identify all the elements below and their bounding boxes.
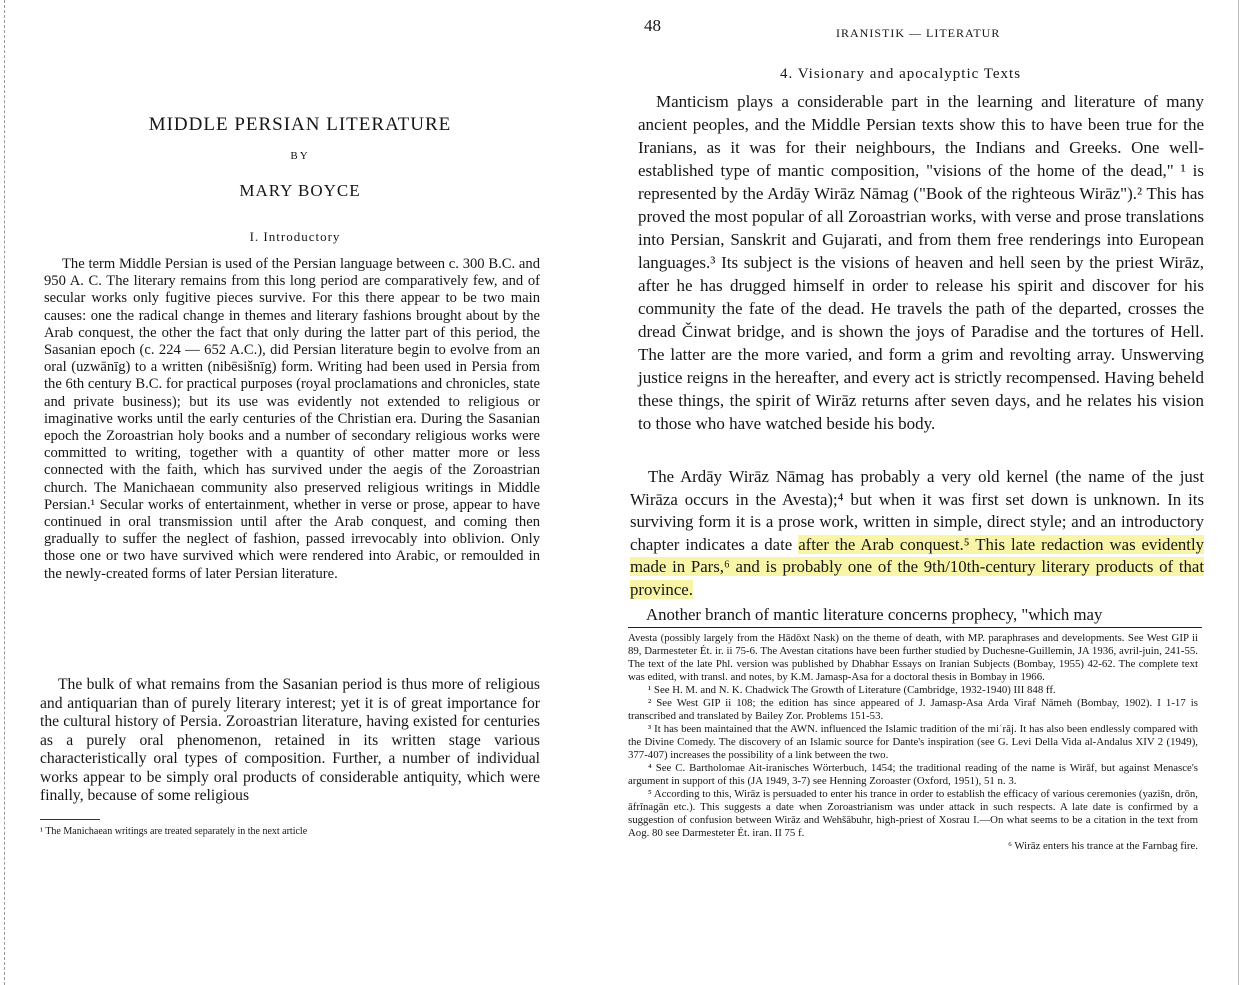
footnote-continuation: Avesta (possibly largely from the Hādōxt Nask) on the theme of death, with MP. paraphrases and developments. See West GIP ii 89, Darmesteter Ét. ir. ii 75-6. The Avestan citations have been further studied by Duchesne-Guillemin, JA 1936, avril-juin, 241-55. The text of the late Phl. version was published by Dhabhar Essays on Iranian Subjects (Bombay, 1955) 42-62. The complete text was edited, with transl. and notes, by K.M. Jamasp-Asa for a doctoral thesis in Bombay in 1966.	[628, 632, 1198, 683]
footnote-rule-left	[40, 819, 100, 820]
author-name: MARY BOYCE	[239, 181, 361, 200]
page-number: 48	[644, 16, 661, 35]
paragraph-2-text: The Ardāy Wirāz Nāmag has probably a very old kernel (the name of the just Wirāza occurs in the Avesta);⁴ but when it was first set down is unknown. In its surviving form it is a prose work, written in simple, direct style; and an introductory chapter indicates a date	[630, 467, 1204, 554]
footnote-3: ³ It has been maintained that the AWN. influenced the Islamic tradition of the miʿrāj. It has also been endlessly compared with the Divine Comedy. The discovery of an Islamic source for Dante's inspiration (see G. Levi Della Vida al-Andalus XIV 2 (1949), 377-407) increases the possibility of a link between the two.	[628, 723, 1198, 761]
article-title: MIDDLE PERSIAN LITERATURE	[148, 114, 452, 135]
footnote-left: ¹ The Manichaean writings are treated separately in the next article	[40, 826, 308, 837]
body-paragraph-2	[630, 466, 1204, 602]
running-head: IRANISTIK — LITERATUR	[836, 26, 1001, 40]
footnote-5: ⁵ According to this, Wirāz is persuaded to enter his trance in order to establish the efficacy of various ceremonies (yazišn, drōn, āfrīnagān etc.). This suggests a date when Zoroastrianism was under attack in such respects. A late date is confirmed by a suggestion of confusion between Wirāz and Wehšābuhr, high-priest of Xosrau I.—On what seems to be a citation in the text from Aog. 80 see Darmesteter Ét. iran. II 75 f.	[628, 788, 1198, 839]
highlighted-passage: after the Arab conquest.⁵ This late redaction was evidently made in Pars,⁶ and is probably one of the 9th/10th-century literary products of that province.	[630, 534, 1204, 599]
footnote-rule-right	[628, 627, 1202, 628]
footnote-6: ⁶ Wirāz enters his trance at the Farnbag fire.	[1008, 840, 1198, 852]
intro-paragraph-1: The term Middle Persian is used of the Persian language between c. 300 B.C. and 950 A. C. The literary remains from this long period are comparatively few, and of secular works only fugitive pieces survive. For this there appear to be two main causes: one the radical change in themes and literary fashions brought about by the Arab conquest, the other the fact that only during the latter part of this period, the Sasanian epoch (c. 224 — 652 A.C.), did Persian literature begin to evolve from an oral (uzwānīg) to a written (nibēsišnīg) form. Writing had been used in Persia from the 6th century B.C. for practical purposes (royal proclamations and chronicles, state and private business); but its use was evidently not extended to religious or imaginative works until the early centuries of the Christian era. During the Sasanian epoch the Zoroastrian holy books and a number of secondary religious works were committed to writing, together with a quantity of other matter more or less connected with the faith, which has survived under the aegis of the Zoroastrian church. The Manichaean community also preserved religious writings in Middle Persian.¹ Secular works of entertainment, whether in verse or prose, appear to have continued in oral transmission until after the Arab conquest, and coming then gradually to suffer the neglect of fashion, passed irrevocably into oblivion. Only those one or two have survived which were rendered into Arabic, or remoulded in the newly-created forms of later Persian literature.	[44, 256, 540, 582]
body-paragraph-1: Manticism plays a considerable part in the learning and literature of many ancient peoples, and the Middle Persian texts show this to have been true for the Iranians, as it was for their neighbours, the Indians and Greeks. One well-established type of mantic composition, "visions of the home of the dead," ¹ is represented by the Ardāy Wirāz Nāmag ("Book of the righteous Wirāz").² This has proved the most popular of all Zoroastrian works, with verse and prose translations into Persian, Sanskrit and Gujarati, and from them free renderings into European languages.³ Its subject is the visions of heaven and hell seen by the priest Wirāz, after he has drugged himself in order to release his spirit and discover for his community the fate of the dead. He travels the path of the departed, crosses the dread Činwat bridge, and is shown the joys of Paradise and the tortures of Hell. The latter are the more varied, and form a grim and revolting array. Unswerving justice reigns in the hereafter, and every act is strictly recompensed. Having beheld these things, the spirit of Wirāz returns after seven days, and he relates his vision to those who have watched beside his body.	[638, 92, 1204, 433]
body-paragraph-3: Another branch of mantic literature concerns prophecy, "which may	[646, 605, 1103, 624]
section-heading-visionary: 4. Visionary and apocalyptic Texts	[780, 66, 1022, 82]
footnote-1: ¹ See H. M. and N. K. Chadwick The Growth of Literature (Cambridge, 1932-1940) III 848 ff.	[648, 684, 1056, 696]
footnote-4: ⁴ See C. Bartholomae Ait-iranisches Wörterbuch, 1454; the traditional reading of the name is Wirāf, but against Menasce's argument in support of this (JA 1949, 3-7) see Henning Zoroaster (Oxford, 1951), 51 n. 3.	[628, 762, 1198, 787]
footnotes-right	[628, 632, 1198, 853]
footnote-2: ² See West GIP ii 108; the edition has since appeared of J. Jamasp-Asa Arda Viraf Nāmeh (Bombay, 1902). I 1-17 is transcribed and translated by Bailey Zor. Problems 151-53.	[628, 697, 1198, 722]
intro-paragraph-2: The bulk of what remains from the Sasanian period is thus more of religious and antiquarian than of purely literary interest; yet it is of great importance for the cultural history of Persia. Zoroastrian literature, having existed for centuries as a purely oral phenomenon, retained in its written stage various characteristically oral types of composition. Further, a number of individual works appear to be simply oral products of considerable antiquity, which were finally, because of some religious	[40, 676, 540, 804]
left-page	[0, 0, 600, 985]
section-heading-introductory: I. Introductory	[249, 229, 341, 244]
scan-edge-right	[1238, 0, 1241, 985]
scan-edge-left	[4, 0, 7, 985]
byline-by: BY	[290, 150, 310, 162]
right-page	[600, 0, 1242, 985]
